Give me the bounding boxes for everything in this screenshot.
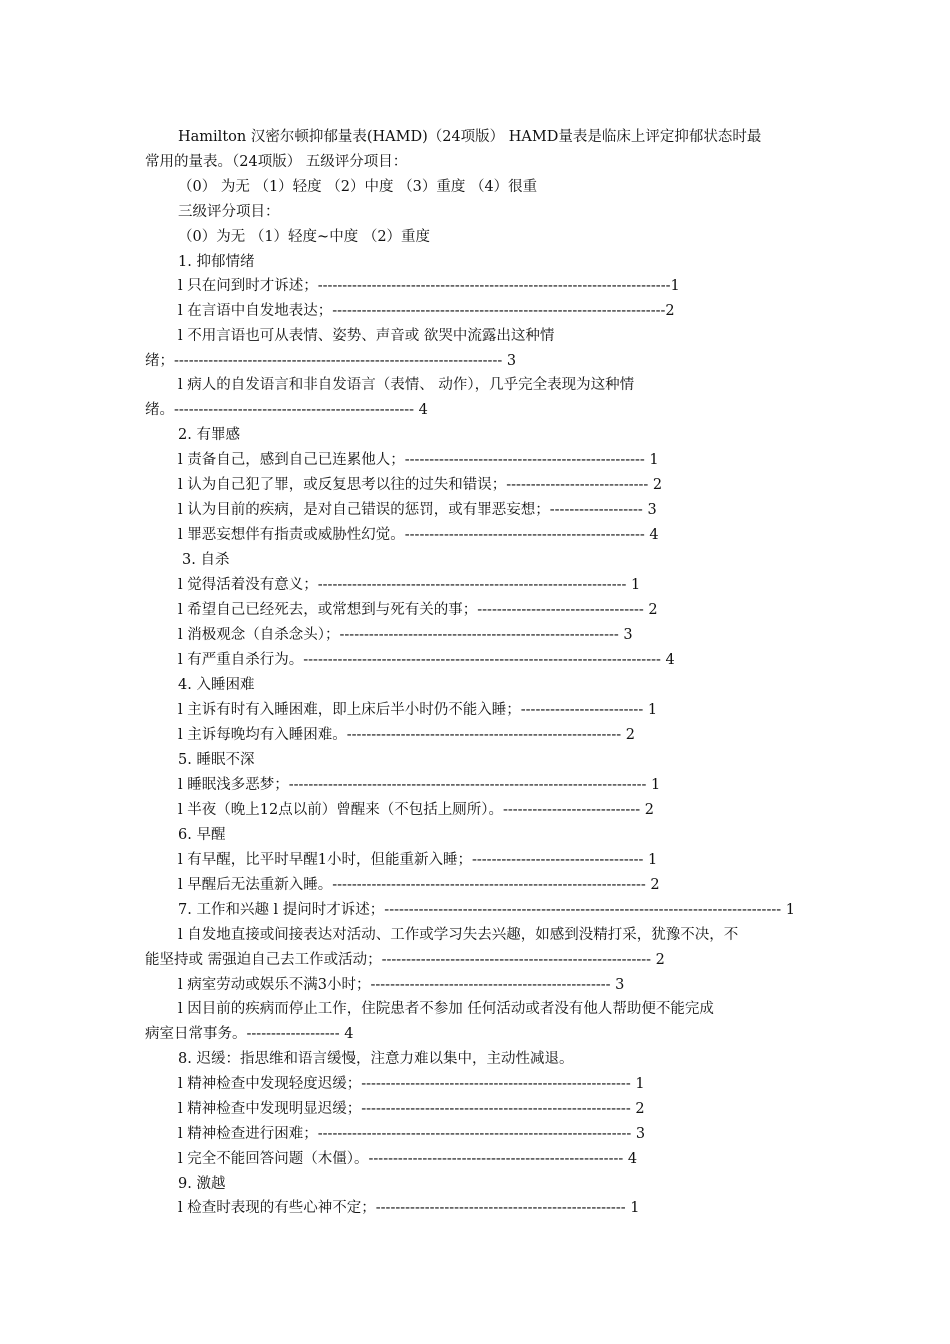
- section-heading-6: 6. 早醒: [178, 827, 226, 843]
- section-heading-7: 7. 工作和兴趣 l 提问时才诉述；--------------------------------------------------------------------------------- 1: [178, 902, 795, 918]
- item-line: l 在言语中自发地表达；--------------------------------------------------------------------2: [178, 303, 675, 319]
- item-line-continued: 绪；------------------------------------------------------------------- 3: [145, 353, 517, 369]
- item-line: l 病室劳动或娱乐不满3小时；------------------------------------------------- 3: [178, 977, 625, 993]
- item-line: l 因目前的疾病而停止工作，住院患者不参加 任何活动或者没有他人帮助便不能完成: [178, 1001, 714, 1017]
- item-line-continued: 病室日常事务。------------------- 4: [145, 1026, 354, 1042]
- item-line: l 不用言语也可从表情、姿势、声音或 欲哭中流露出这种情: [178, 328, 555, 344]
- item-line: l 希望自己已经死去，或常想到与死有关的事；---------------------------------- 2: [178, 602, 658, 618]
- item-line: l 半夜（晚上12点以前）曾醒来（不包括上厕所）。---------------------------- 2: [178, 802, 654, 818]
- item-line-continued: 能坚持或 需强迫自己去工作或活动；------------------------------------------------------- 2: [145, 952, 665, 968]
- item-line: l 认为自己犯了罪，或反复思考以往的过失和错误；----------------------------- 2: [178, 477, 663, 493]
- five-level-scale: （0） 为无 （1）轻度 （2）中度 （3）重度 （4）很重: [178, 179, 538, 195]
- item-line: l 主诉每晚均有入睡困难。-------------------------------------------------------- 2: [178, 727, 635, 743]
- item-line: l 罪恶妄想伴有指责或威胁性幻觉。------------------------------------------------- 4: [178, 527, 659, 543]
- three-level-scale: （0）为无 （1）轻度~中度 （2）重度: [178, 229, 431, 245]
- item-line: l 责备自己，感到自己已连累他人；------------------------------------------------- 1: [178, 452, 659, 468]
- section-heading-5: 5. 睡眠不深: [178, 752, 255, 768]
- section-heading-2: 2. 有罪感: [178, 427, 240, 443]
- intro-line-1: Hamilton 汉密尔顿抑郁量表(HAMD)（24项版） HAMD量表是临床上评定抑郁状态时最: [178, 129, 762, 145]
- section-heading-3: 3. 自杀: [182, 552, 230, 568]
- item-line: l 主诉有时有入睡困难，即上床后半小时仍不能入睡；------------------------- 1: [178, 702, 658, 718]
- intro-line-2: 常用的量表。（24项版） 五级评分项目：: [145, 154, 408, 170]
- item-line: l 自发地直接或间接表达对活动、工作或学习失去兴趣，如感到没精打采，犹豫不决，不: [178, 927, 739, 943]
- item-line: l 精神检查中发现轻度迟缓；------------------------------------------------------- 1: [178, 1076, 645, 1092]
- item-line: l 消极观念（自杀念头）；--------------------------------------------------------- 3: [178, 627, 633, 643]
- section-heading-8: 8. 迟缓：指思维和语言缓慢，注意力难以集中，主动性减退。: [178, 1051, 574, 1067]
- item-line: l 早醒后无法重新入睡。---------------------------------------------------------------- 2: [178, 877, 660, 893]
- section-heading-9: 9. 激越: [178, 1176, 226, 1192]
- item-line: l 有早醒，比平时早醒1小时，但能重新入睡；----------------------------------- 1: [178, 852, 658, 868]
- item-line: l 认为目前的疾病，是对自己错误的惩罚，或有罪恶妄想；------------------- 3: [178, 502, 657, 518]
- item-line: l 精神检查中发现明显迟缓；------------------------------------------------------- 2: [178, 1101, 645, 1117]
- item-line: l 检查时表现的有些心神不定；--------------------------------------------------- 1: [178, 1200, 640, 1216]
- item-line: l 完全不能回答问题（木僵）。---------------------------------------------------- 4: [178, 1151, 638, 1167]
- item-line-continued: 绪。------------------------------------------------- 4: [145, 402, 428, 418]
- section-heading-4: 4. 入睡困难: [178, 677, 255, 693]
- item-line: l 睡眠浅多恶梦；------------------------------------------------------------------------- 1: [178, 777, 661, 793]
- item-line: l 只在问到时才诉述；------------------------------------------------------------------------1: [178, 278, 680, 294]
- item-line: l 精神检查进行困难；---------------------------------------------------------------- 3: [178, 1126, 646, 1142]
- item-line: l 有严重自杀行为。------------------------------------------------------------------------- 4: [178, 652, 675, 668]
- item-line: l 觉得活着没有意义；--------------------------------------------------------------- 1: [178, 577, 641, 593]
- section-heading-1: 1. 抑郁情绪: [178, 254, 255, 270]
- item-line: l 病人的自发语言和非自发语言（表情、 动作），几乎完全表现为这种情: [178, 377, 635, 393]
- three-level-heading: 三级评分项目：: [178, 204, 280, 220]
